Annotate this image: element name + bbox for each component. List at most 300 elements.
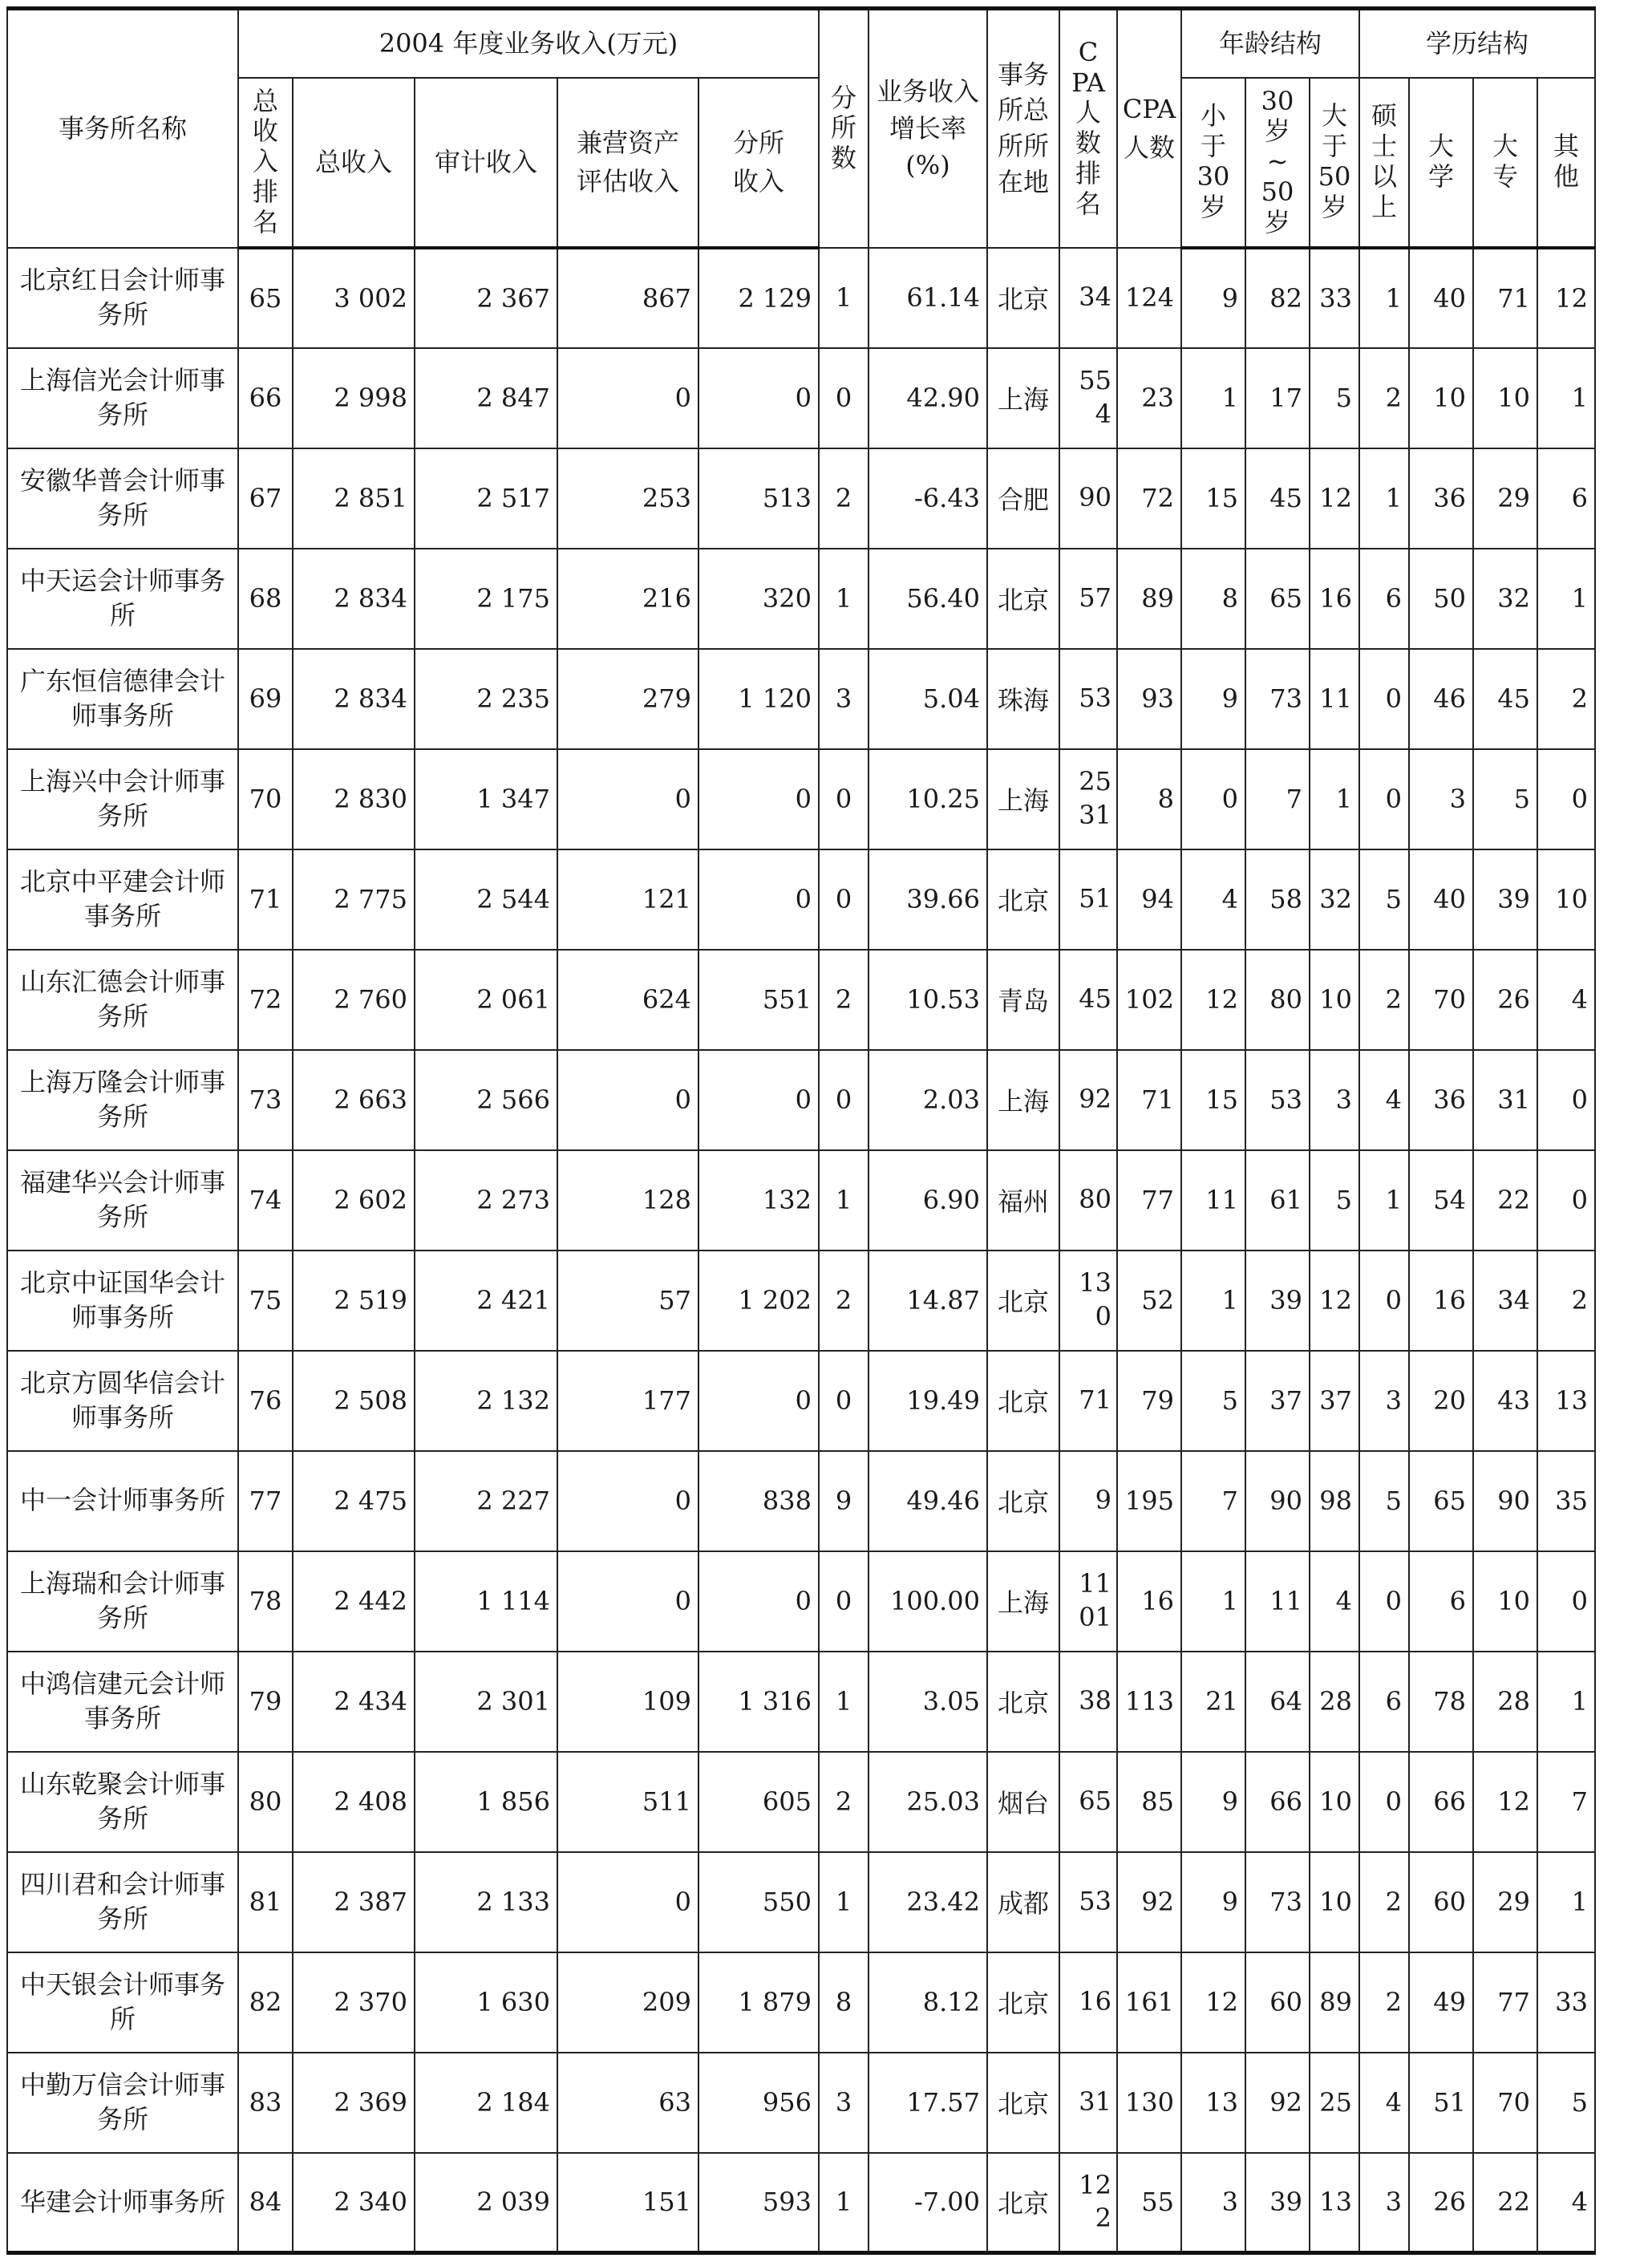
edu-other-cell: 10 xyxy=(1537,849,1595,950)
edu-college-cell: 10 xyxy=(1473,1551,1537,1652)
table-row xyxy=(7,1251,1595,1351)
edu-bachelor-cell: 46 xyxy=(1409,649,1473,749)
age-over50-cell: 28 xyxy=(1310,1652,1359,1752)
branch-income-cell: 956 xyxy=(698,2053,819,2153)
header-edu-other: 其他 xyxy=(1537,78,1595,248)
edu-other-cell: 12 xyxy=(1537,248,1595,348)
table-row xyxy=(7,1150,1595,1251)
growth-rate-cell: 17.57 xyxy=(869,2053,987,2153)
hq-location-cell: 北京 xyxy=(987,1351,1059,1451)
age-30-50-cell: 65 xyxy=(1245,549,1310,649)
total-income-cell: 2 442 xyxy=(293,1551,415,1652)
header-hq-location: 事务所总所所在地 xyxy=(987,9,1059,248)
edu-college-cell: 26 xyxy=(1473,950,1537,1050)
edu-bachelor-cell: 54 xyxy=(1409,1150,1473,1251)
table-row xyxy=(7,1351,1595,1451)
table-row xyxy=(7,1952,1595,2053)
header-income-rank: 总收入排名 xyxy=(238,78,293,248)
edu-master-cell: 0 xyxy=(1359,1251,1409,1351)
edu-master-cell: 5 xyxy=(1359,1451,1409,1551)
audit-income-cell: 2 039 xyxy=(415,2153,557,2253)
firm-name-cell: 上海瑞和会计师事务所 xyxy=(7,1551,238,1652)
age-under30-cell: 1 xyxy=(1181,1551,1245,1652)
edu-college-cell: 5 xyxy=(1473,749,1537,849)
growth-rate-cell: 56.40 xyxy=(869,549,987,649)
branch-count-cell: 1 xyxy=(819,1150,869,1251)
audit-income-cell: 2 132 xyxy=(415,1351,557,1451)
branch-income-cell: 0 xyxy=(698,1050,819,1150)
age-over50-cell: 13 xyxy=(1310,2153,1359,2253)
age-30-50-cell: 92 xyxy=(1245,2053,1310,2153)
firm-name-cell: 中一会计师事务所 xyxy=(7,1451,238,1551)
age-under30-cell: 1 xyxy=(1181,348,1245,448)
cpa-count-cell: 72 xyxy=(1117,448,1181,549)
age-over50-cell: 10 xyxy=(1310,1852,1359,1952)
header-firm-name: 事务所名称 xyxy=(7,9,238,248)
asset-eval-income-cell: 253 xyxy=(557,448,698,549)
edu-bachelor-cell: 20 xyxy=(1409,1351,1473,1451)
firm-name-cell: 北京中平建会计师事务所 xyxy=(7,849,238,950)
firm-name-cell: 山东汇德会计师事务所 xyxy=(7,950,238,1050)
age-over50-cell: 5 xyxy=(1310,1150,1359,1251)
edu-college-cell: 22 xyxy=(1473,2153,1537,2253)
firm-name-cell: 中天运会计师事务所 xyxy=(7,549,238,649)
branch-income-cell: 1 879 xyxy=(698,1952,819,2053)
hq-location-cell: 珠海 xyxy=(987,649,1059,749)
cpa-rank-cell: 71 xyxy=(1059,1351,1117,1451)
table-row xyxy=(7,2153,1595,2253)
edu-other-cell: 7 xyxy=(1537,1752,1595,1852)
edu-bachelor-cell: 49 xyxy=(1409,1952,1473,2053)
asset-eval-income-cell: 279 xyxy=(557,649,698,749)
asset-eval-income-cell: 511 xyxy=(557,1752,698,1852)
asset-eval-income-cell: 109 xyxy=(557,1652,698,1752)
cpa-rank-cell: 2531 xyxy=(1059,749,1117,849)
growth-rate-cell: 6.90 xyxy=(869,1150,987,1251)
table-row xyxy=(7,1652,1595,1752)
age-over50-cell: 89 xyxy=(1310,1952,1359,2053)
branch-count-cell: 1 xyxy=(819,1852,869,1952)
edu-other-cell: 2 xyxy=(1537,649,1595,749)
asset-eval-income-cell: 0 xyxy=(557,1050,698,1150)
table-header xyxy=(7,9,1595,248)
header-edu-bachelor: 大学 xyxy=(1409,78,1473,248)
cpa-count-cell: 161 xyxy=(1117,1952,1181,2053)
cpa-rank-cell: 51 xyxy=(1059,849,1117,950)
branch-count-cell: 8 xyxy=(819,1952,869,2053)
branch-count-cell: 1 xyxy=(819,1652,869,1752)
age-under30-cell: 11 xyxy=(1181,1150,1245,1251)
age-under30-cell: 5 xyxy=(1181,1351,1245,1451)
age-30-50-cell: 66 xyxy=(1245,1752,1310,1852)
asset-eval-income-cell: 0 xyxy=(557,1852,698,1952)
income-rank-cell: 71 xyxy=(238,849,293,950)
branch-income-cell: 513 xyxy=(698,448,819,549)
asset-eval-income-cell: 867 xyxy=(557,248,698,348)
branch-count-cell: 3 xyxy=(819,649,869,749)
edu-bachelor-cell: 6 xyxy=(1409,1551,1473,1652)
edu-master-cell: 6 xyxy=(1359,549,1409,649)
age-30-50-cell: 61 xyxy=(1245,1150,1310,1251)
total-income-cell: 2 602 xyxy=(293,1150,415,1251)
age-30-50-cell: 80 xyxy=(1245,950,1310,1050)
income-rank-cell: 80 xyxy=(238,1752,293,1852)
edu-bachelor-cell: 36 xyxy=(1409,1050,1473,1150)
branch-count-cell: 0 xyxy=(819,1551,869,1652)
cpa-rank-cell: 554 xyxy=(1059,348,1117,448)
income-rank-cell: 78 xyxy=(238,1551,293,1652)
header-growth-rate: 业务收入增长率(%) xyxy=(869,9,987,248)
header-cpa-rank: CPA人数排名 xyxy=(1059,9,1117,248)
table-row xyxy=(7,1852,1595,1952)
cpa-rank-cell: 57 xyxy=(1059,549,1117,649)
age-under30-cell: 9 xyxy=(1181,248,1245,348)
hq-location-cell: 北京 xyxy=(987,549,1059,649)
growth-rate-cell: 8.12 xyxy=(869,1952,987,2053)
asset-eval-income-cell: 209 xyxy=(557,1952,698,2053)
hq-location-cell: 北京 xyxy=(987,2153,1059,2253)
branch-income-cell: 593 xyxy=(698,2153,819,2253)
cpa-count-cell: 92 xyxy=(1117,1852,1181,1952)
cpa-count-cell: 8 xyxy=(1117,749,1181,849)
cpa-rank-cell: 65 xyxy=(1059,1752,1117,1852)
cpa-rank-cell: 31 xyxy=(1059,2053,1117,2153)
branch-count-cell: 1 xyxy=(819,2153,869,2253)
cpa-count-cell: 89 xyxy=(1117,549,1181,649)
table-row xyxy=(7,1050,1595,1150)
edu-other-cell: 1 xyxy=(1537,549,1595,649)
edu-bachelor-cell: 26 xyxy=(1409,2153,1473,2253)
income-rank-cell: 65 xyxy=(238,248,293,348)
edu-college-cell: 29 xyxy=(1473,448,1537,549)
income-rank-cell: 79 xyxy=(238,1652,293,1752)
total-income-cell: 2 508 xyxy=(293,1351,415,1451)
firm-name-cell: 上海兴中会计师事务所 xyxy=(7,749,238,849)
table-row xyxy=(7,1752,1595,1852)
age-30-50-cell: 64 xyxy=(1245,1652,1310,1752)
header-age-30-50: 30岁~50岁 xyxy=(1245,78,1310,248)
income-rank-cell: 68 xyxy=(238,549,293,649)
asset-eval-income-cell: 0 xyxy=(557,749,698,849)
edu-master-cell: 1 xyxy=(1359,448,1409,549)
table-body xyxy=(7,248,1595,2253)
growth-rate-cell: 10.53 xyxy=(869,950,987,1050)
cpa-rank-cell: 53 xyxy=(1059,649,1117,749)
asset-eval-income-cell: 624 xyxy=(557,950,698,1050)
edu-college-cell: 45 xyxy=(1473,649,1537,749)
age-over50-cell: 10 xyxy=(1310,950,1359,1050)
branch-income-cell: 605 xyxy=(698,1752,819,1852)
firm-name-cell: 中鸿信建元会计师事务所 xyxy=(7,1652,238,1752)
branch-count-cell: 2 xyxy=(819,448,869,549)
asset-eval-income-cell: 177 xyxy=(557,1351,698,1451)
total-income-cell: 2 760 xyxy=(293,950,415,1050)
growth-rate-cell: 39.66 xyxy=(869,849,987,950)
cpa-count-cell: 102 xyxy=(1117,950,1181,1050)
edu-master-cell: 1 xyxy=(1359,248,1409,348)
income-rank-cell: 72 xyxy=(238,950,293,1050)
cpa-count-cell: 94 xyxy=(1117,849,1181,950)
age-over50-cell: 10 xyxy=(1310,1752,1359,1852)
table-row xyxy=(7,549,1595,649)
branch-income-cell: 0 xyxy=(698,749,819,849)
cpa-count-cell: 71 xyxy=(1117,1050,1181,1150)
branch-income-cell: 0 xyxy=(698,348,819,448)
cpa-count-cell: 55 xyxy=(1117,2153,1181,2253)
income-rank-cell: 66 xyxy=(238,348,293,448)
hq-location-cell: 北京 xyxy=(987,849,1059,950)
age-under30-cell: 7 xyxy=(1181,1451,1245,1551)
hq-location-cell: 北京 xyxy=(987,1952,1059,2053)
age-under30-cell: 8 xyxy=(1181,549,1245,649)
income-rank-cell: 75 xyxy=(238,1251,293,1351)
firm-name-cell: 北京中证国华会计师事务所 xyxy=(7,1251,238,1351)
hq-location-cell: 北京 xyxy=(987,1652,1059,1752)
branch-count-cell: 9 xyxy=(819,1451,869,1551)
income-rank-cell: 82 xyxy=(238,1952,293,2053)
edu-bachelor-cell: 60 xyxy=(1409,1852,1473,1952)
edu-other-cell: 1 xyxy=(1537,1852,1595,1952)
age-under30-cell: 9 xyxy=(1181,1852,1245,1952)
edu-college-cell: 12 xyxy=(1473,1752,1537,1852)
edu-master-cell: 3 xyxy=(1359,2153,1409,2253)
age-over50-cell: 5 xyxy=(1310,348,1359,448)
growth-rate-cell: 100.00 xyxy=(869,1551,987,1652)
age-30-50-cell: 90 xyxy=(1245,1451,1310,1551)
accounting-firms-table xyxy=(6,6,1596,2255)
edu-college-cell: 31 xyxy=(1473,1050,1537,1150)
edu-college-cell: 39 xyxy=(1473,849,1537,950)
cpa-rank-cell: 34 xyxy=(1059,248,1117,348)
asset-eval-income-cell: 0 xyxy=(557,348,698,448)
age-30-50-cell: 58 xyxy=(1245,849,1310,950)
total-income-cell: 2 830 xyxy=(293,749,415,849)
age-30-50-cell: 73 xyxy=(1245,649,1310,749)
growth-rate-cell: -7.00 xyxy=(869,2153,987,2253)
edu-master-cell: 0 xyxy=(1359,749,1409,849)
asset-eval-income-cell: 57 xyxy=(557,1251,698,1351)
age-under30-cell: 9 xyxy=(1181,649,1245,749)
hq-location-cell: 烟台 xyxy=(987,1752,1059,1852)
branch-income-cell: 132 xyxy=(698,1150,819,1251)
total-income-cell: 2 851 xyxy=(293,448,415,549)
hq-location-cell: 北京 xyxy=(987,248,1059,348)
firm-name-cell: 上海万隆会计师事务所 xyxy=(7,1050,238,1150)
growth-rate-cell: 42.90 xyxy=(869,348,987,448)
asset-eval-income-cell: 0 xyxy=(557,1551,698,1652)
audit-income-cell: 2 273 xyxy=(415,1150,557,1251)
edu-master-cell: 1 xyxy=(1359,1150,1409,1251)
audit-income-cell: 2 421 xyxy=(415,1251,557,1351)
header-edu-group: 学历结构 xyxy=(1359,9,1595,78)
audit-income-cell: 2 133 xyxy=(415,1852,557,1952)
age-over50-cell: 1 xyxy=(1310,749,1359,849)
edu-college-cell: 90 xyxy=(1473,1451,1537,1551)
branch-count-cell: 2 xyxy=(819,950,869,1050)
hq-location-cell: 北京 xyxy=(987,1451,1059,1551)
income-rank-cell: 74 xyxy=(238,1150,293,1251)
age-over50-cell: 12 xyxy=(1310,1251,1359,1351)
firm-name-cell: 福建华兴会计师事务所 xyxy=(7,1150,238,1251)
edu-master-cell: 2 xyxy=(1359,1852,1409,1952)
branch-income-cell: 1 316 xyxy=(698,1652,819,1752)
header-age-under30: 小于30岁 xyxy=(1181,78,1245,248)
branch-count-cell: 0 xyxy=(819,348,869,448)
branch-count-cell: 1 xyxy=(819,248,869,348)
audit-income-cell: 1 347 xyxy=(415,749,557,849)
edu-college-cell: 43 xyxy=(1473,1351,1537,1451)
cpa-count-cell: 77 xyxy=(1117,1150,1181,1251)
cpa-rank-cell: 130 xyxy=(1059,1251,1117,1351)
firm-name-cell: 华建会计师事务所 xyxy=(7,2153,238,2253)
income-rank-cell: 70 xyxy=(238,749,293,849)
edu-college-cell: 77 xyxy=(1473,1952,1537,2053)
age-over50-cell: 37 xyxy=(1310,1351,1359,1451)
firm-name-cell: 中勤万信会计师事务所 xyxy=(7,2053,238,2153)
table-row xyxy=(7,649,1595,749)
cpa-count-cell: 124 xyxy=(1117,248,1181,348)
income-rank-cell: 69 xyxy=(238,649,293,749)
branch-count-cell: 2 xyxy=(819,1752,869,1852)
audit-income-cell: 2 544 xyxy=(415,849,557,950)
edu-other-cell: 1 xyxy=(1537,348,1595,448)
table-row xyxy=(7,2053,1595,2153)
asset-eval-income-cell: 216 xyxy=(557,549,698,649)
cpa-rank-cell: 9 xyxy=(1059,1451,1117,1551)
header-branch-count: 分所数 xyxy=(819,9,869,248)
age-over50-cell: 32 xyxy=(1310,849,1359,950)
branch-income-cell: 0 xyxy=(698,1351,819,1451)
audit-income-cell: 1 856 xyxy=(415,1752,557,1852)
age-30-50-cell: 45 xyxy=(1245,448,1310,549)
edu-master-cell: 3 xyxy=(1359,1351,1409,1451)
age-30-50-cell: 11 xyxy=(1245,1551,1310,1652)
branch-income-cell: 550 xyxy=(698,1852,819,1952)
age-over50-cell: 16 xyxy=(1310,549,1359,649)
age-under30-cell: 13 xyxy=(1181,2053,1245,2153)
audit-income-cell: 2 847 xyxy=(415,348,557,448)
table-row xyxy=(7,749,1595,849)
table-row xyxy=(7,950,1595,1050)
header-age-group: 年龄结构 xyxy=(1181,9,1359,78)
cpa-rank-cell: 90 xyxy=(1059,448,1117,549)
table-row xyxy=(7,248,1595,348)
asset-eval-income-cell: 63 xyxy=(557,2053,698,2153)
cpa-count-cell: 79 xyxy=(1117,1351,1181,1451)
edu-other-cell: 33 xyxy=(1537,1952,1595,2053)
audit-income-cell: 2 301 xyxy=(415,1652,557,1752)
growth-rate-cell: -6.43 xyxy=(869,448,987,549)
firm-name-cell: 北京方圆华信会计师事务所 xyxy=(7,1351,238,1451)
header-audit-income: 审计收入 xyxy=(415,78,557,248)
asset-eval-income-cell: 128 xyxy=(557,1150,698,1251)
asset-eval-income-cell: 121 xyxy=(557,849,698,950)
edu-other-cell: 2 xyxy=(1537,1251,1595,1351)
edu-other-cell: 35 xyxy=(1537,1451,1595,1551)
cpa-count-cell: 52 xyxy=(1117,1251,1181,1351)
cpa-rank-cell: 80 xyxy=(1059,1150,1117,1251)
age-30-50-cell: 39 xyxy=(1245,1251,1310,1351)
cpa-count-cell: 130 xyxy=(1117,2053,1181,2153)
edu-other-cell: 5 xyxy=(1537,2053,1595,2153)
total-income-cell: 3 002 xyxy=(293,248,415,348)
audit-income-cell: 2 566 xyxy=(415,1050,557,1150)
edu-other-cell: 13 xyxy=(1537,1351,1595,1451)
total-income-cell: 2 775 xyxy=(293,849,415,950)
growth-rate-cell: 25.03 xyxy=(869,1752,987,1852)
age-over50-cell: 12 xyxy=(1310,448,1359,549)
total-income-cell: 2 434 xyxy=(293,1652,415,1752)
audit-income-cell: 2 061 xyxy=(415,950,557,1050)
growth-rate-cell: 61.14 xyxy=(869,248,987,348)
branch-income-cell: 2 129 xyxy=(698,248,819,348)
edu-college-cell: 70 xyxy=(1473,2053,1537,2153)
growth-rate-cell: 19.49 xyxy=(869,1351,987,1451)
age-under30-cell: 0 xyxy=(1181,749,1245,849)
table-row xyxy=(7,348,1595,448)
growth-rate-cell: 2.03 xyxy=(869,1050,987,1150)
cpa-rank-cell: 16 xyxy=(1059,1952,1117,2053)
header-edu-college: 大专 xyxy=(1473,78,1537,248)
edu-bachelor-cell: 16 xyxy=(1409,1251,1473,1351)
firm-name-cell: 上海信光会计师事务所 xyxy=(7,348,238,448)
hq-location-cell: 上海 xyxy=(987,1551,1059,1652)
firm-name-cell: 广东恒信德律会计师事务所 xyxy=(7,649,238,749)
growth-rate-cell: 14.87 xyxy=(869,1251,987,1351)
edu-bachelor-cell: 78 xyxy=(1409,1652,1473,1752)
edu-college-cell: 28 xyxy=(1473,1652,1537,1752)
edu-bachelor-cell: 65 xyxy=(1409,1451,1473,1551)
header-age-over50: 大于50岁 xyxy=(1310,78,1359,248)
asset-eval-income-cell: 151 xyxy=(557,2153,698,2253)
age-30-50-cell: 73 xyxy=(1245,1852,1310,1952)
total-income-cell: 2 519 xyxy=(293,1251,415,1351)
branch-income-cell: 1 202 xyxy=(698,1251,819,1351)
audit-income-cell: 1 114 xyxy=(415,1551,557,1652)
branch-income-cell: 551 xyxy=(698,950,819,1050)
header-asset-eval-income: 兼营资产评估收入 xyxy=(557,78,698,248)
edu-other-cell: 1 xyxy=(1537,1652,1595,1752)
edu-bachelor-cell: 66 xyxy=(1409,1752,1473,1852)
total-income-cell: 2 834 xyxy=(293,549,415,649)
audit-income-cell: 2 227 xyxy=(415,1451,557,1551)
edu-college-cell: 32 xyxy=(1473,549,1537,649)
cpa-rank-cell: 53 xyxy=(1059,1852,1117,1952)
edu-master-cell: 0 xyxy=(1359,649,1409,749)
cpa-count-cell: 23 xyxy=(1117,348,1181,448)
age-under30-cell: 15 xyxy=(1181,1050,1245,1150)
branch-income-cell: 1 120 xyxy=(698,649,819,749)
cpa-count-cell: 16 xyxy=(1117,1551,1181,1652)
header-income-group: 2004 年度业务收入(万元) xyxy=(238,9,819,78)
edu-college-cell: 10 xyxy=(1473,348,1537,448)
total-income-cell: 2 834 xyxy=(293,649,415,749)
growth-rate-cell: 5.04 xyxy=(869,649,987,749)
total-income-cell: 2 998 xyxy=(293,348,415,448)
audit-income-cell: 2 235 xyxy=(415,649,557,749)
age-under30-cell: 4 xyxy=(1181,849,1245,950)
branch-count-cell: 1 xyxy=(819,549,869,649)
firm-name-cell: 安徽华普会计师事务所 xyxy=(7,448,238,549)
age-over50-cell: 3 xyxy=(1310,1050,1359,1150)
edu-bachelor-cell: 70 xyxy=(1409,950,1473,1050)
firm-name-cell: 中天银会计师事务所 xyxy=(7,1952,238,2053)
audit-income-cell: 2 184 xyxy=(415,2053,557,2153)
age-over50-cell: 25 xyxy=(1310,2053,1359,2153)
firm-name-cell: 北京红日会计师事务所 xyxy=(7,248,238,348)
income-rank-cell: 84 xyxy=(238,2153,293,2253)
header-total-income: 总收入 xyxy=(293,78,415,248)
